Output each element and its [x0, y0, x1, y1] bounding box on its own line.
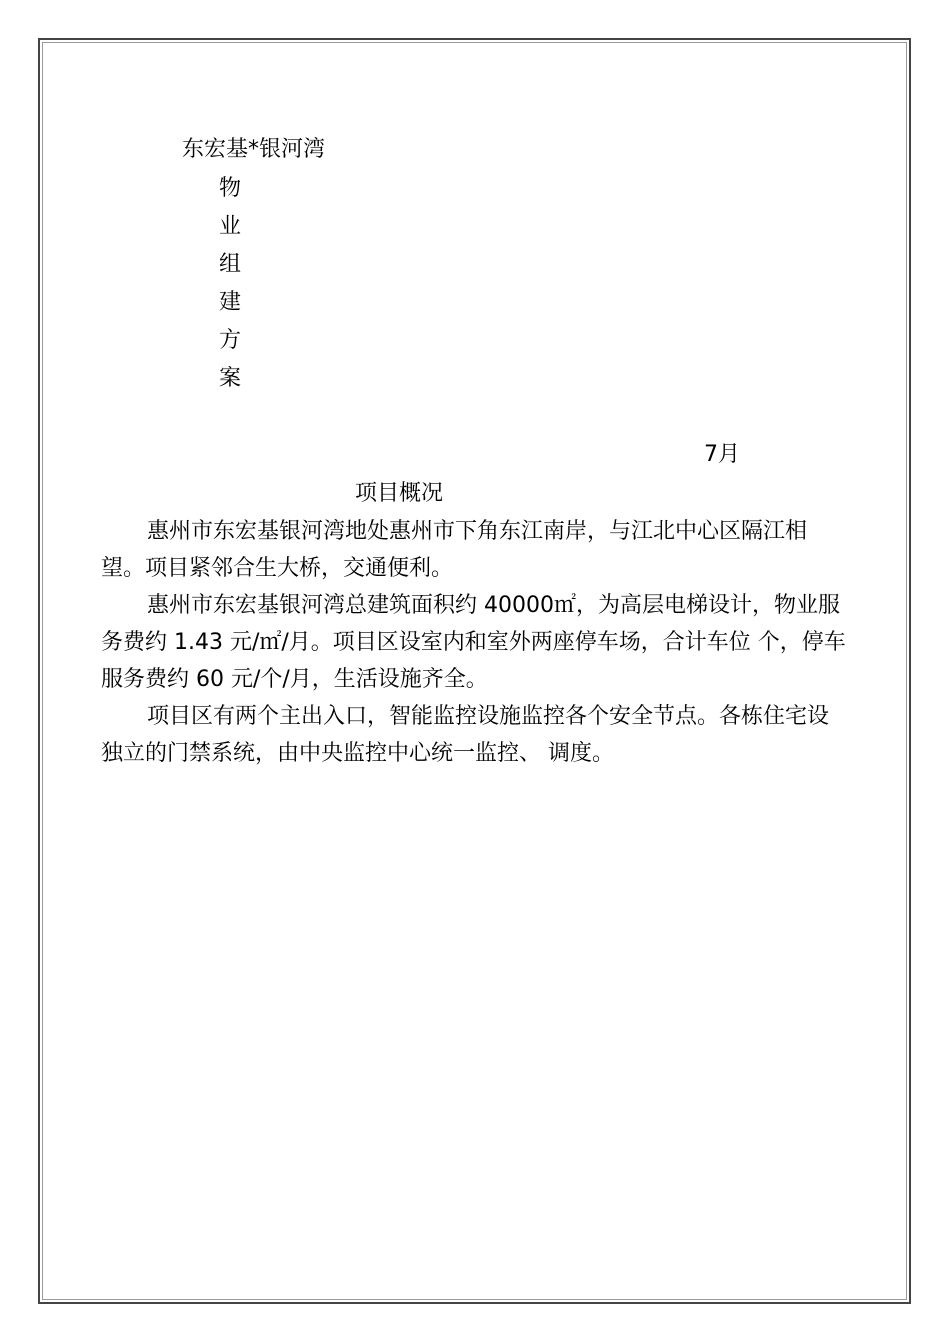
document-date: 7月: [704, 442, 740, 467]
paragraph: 惠州市东宏基银河湾地处惠州市下角东江南岸，与江北中心区隔江相望。项目紧邻合生大桥，交通便利。: [101, 519, 808, 581]
body-text: [101, 513, 846, 772]
vertical-title-char: 物: [218, 176, 241, 201]
vertical-title: [216, 170, 244, 398]
vertical-title-char: 案: [218, 366, 241, 391]
vertical-title-char: 业: [218, 214, 241, 239]
section-heading: 项目概况: [355, 481, 444, 506]
paragraph: 惠州市东宏基银河湾总建筑面积约 40000㎡，为高层电梯设计，物业服务费约 1.43 元/㎡/月。项目区设室内和室外两座停车场，合计车位 个，停车服务费约 60 元/个/月，生活设施齐全。: [101, 593, 846, 692]
document-title: 东宏基*银河湾: [182, 137, 326, 162]
vertical-title-char: 方: [218, 328, 241, 353]
paragraph: 项目区有两个主出入口，智能监控设施监控各个安全节点。各栋住宅设独立的门禁系统，由中央监控中心统一监控、 调度。: [101, 704, 830, 766]
vertical-title-char: 建: [218, 290, 241, 315]
vertical-title-char: 组: [218, 252, 241, 277]
